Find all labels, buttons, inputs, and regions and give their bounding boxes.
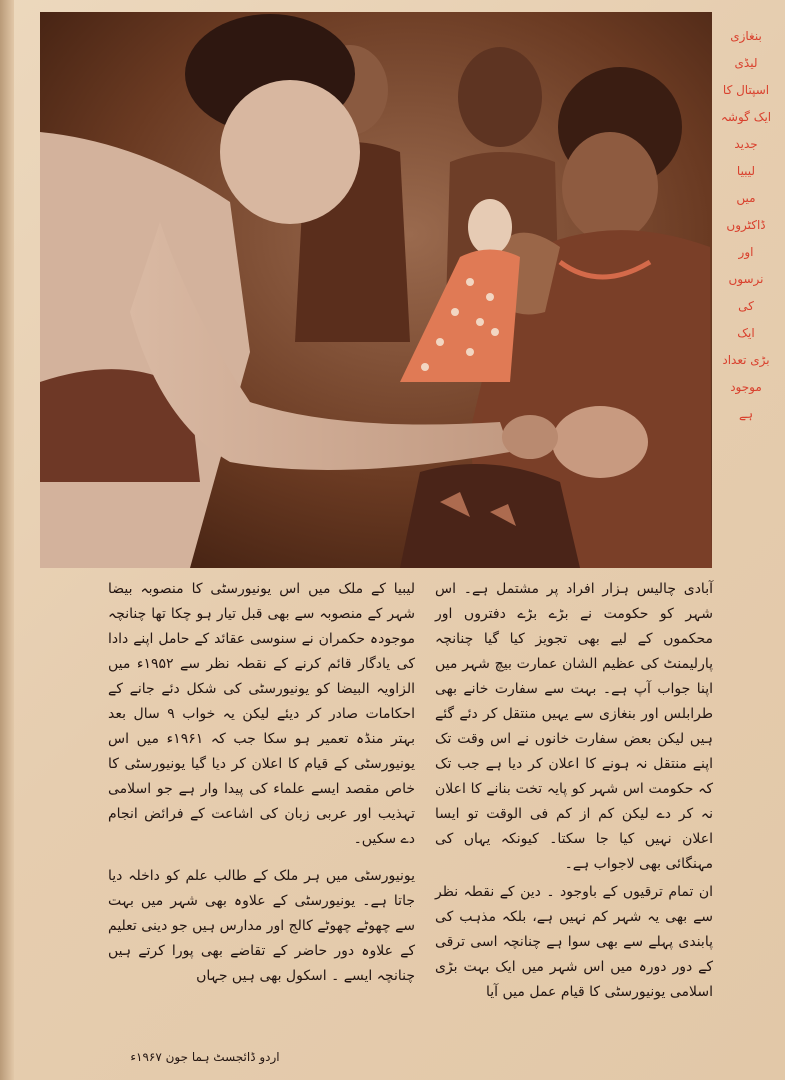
news-photo (40, 12, 712, 568)
article-column-left (108, 577, 415, 1057)
article-paragraph: ان تمام ترقیوں کے باوجود ۔ دین کے نقطہ نظر سے بھی یہ شہر کم نہیں ہے، بلکہ مذہب کی پابندی پہلے سے بھی سوا ہے چنانچہ اسی ترقی کے دور دورہ میں اس شہر میں ایک بہت بڑی اسلامی یونیورسٹی کا قیام عمل میں آیا (435, 884, 713, 1000)
page-footer: اردو ڈائجسٹ ہما جون ۱۹۶۷ء (130, 1050, 280, 1064)
caption-line: جدید (734, 137, 758, 151)
caption-line: لیڈی (734, 56, 758, 70)
caption-line: کی (738, 299, 754, 313)
article-paragraph: لیبیا کے ملک میں اس یونیورسٹی کا منصوبہ بیضا شہر کے منصوبہ سے بھی قبل تیار ہو چکا تھا چنانچہ موجودہ حکمران نے سنوسی عقائد کے حامل اپنے دادا کی یادگار قائم کرنے کے نقطہ نظر سے ۱۹۵۲ء میں الزاویہ البیضا کو یونیورسٹی کی شکل دئے جانے کے احکامات صادر کر دیئے لیکن یہ خواب ۹ سال بعد بہتر منڈہ تعمیر ہو سکا جب کہ ۱۹۶۱ء میں اس یونیورسٹی کے قیام کا اعلان کر دیا گیا یونیورسٹی کا خاص مقصد ایسے علماء کی پیدا وار ہے جو اسلامی تہذیب اور عربی زبان کی اشاعت کے فرائض انجام دے سکیں۔ (108, 581, 415, 847)
article-paragraph: آبادی چالیس ہزار افراد پر مشتمل ہے۔ اس شہر کو حکومت نے بڑے بڑے دفتروں اور محکموں کے لیے بھی تجویز کیا گیا چنانچہ پارلیمنٹ کی عظیم الشان عمارت بیچ شہر میں اپنا جواب آپ ہے۔ بہت سے سفارت خانے بھی طرابلس اور بنغازی سے یہیں منتقل کر دئے گئے ہیں لیکن بعض سفارت خانوں نے اس وقت تک اپنے منتقل نہ ہونے کا اعلان کر دیا ہے جب تک کہ حکومت اس شہر کو پایہ تخت بنانے کا اعلان نہ کر دے لیکن کم از کم فی الوقت تو ایسا اعلان نہیں کیا جا سکتا۔ کیونکہ یہاں کی مہنگائی بھی لاجواب ہے۔ (435, 581, 713, 872)
caption-line: لیبیا (736, 164, 756, 178)
caption-line: بنغازی (730, 29, 762, 43)
caption-line: اسپتال کا (722, 83, 770, 97)
caption-line: میں (736, 191, 756, 205)
caption-line: ڈاکٹروں (726, 218, 766, 232)
article-paragraph: یونیورسٹی میں ہر ملک کے طالب علم کو داخلہ دیا جاتا ہے۔ یونیورسٹی کے علاوہ بھی شہر میں بہت سے چھوٹے چھوٹے کالج اور مدارس ہیں جو دینی تعلیم کے علاوہ دور حاضر کے تقاضے بھی پورا کرتے ہیں چنانچہ ایسے ۔ اسکول بھی ہیں جہاں (108, 868, 415, 984)
caption-line: ایک (737, 326, 755, 340)
photo-caption (716, 30, 776, 570)
caption-line: ایک گوشہ (720, 110, 772, 124)
caption-line: بڑی تعداد (722, 353, 770, 367)
article-column-right (435, 577, 713, 1057)
page-binding-edge (0, 0, 14, 1080)
patterned-cloth (400, 464, 580, 568)
caption-line: موجود (730, 380, 762, 394)
caption-line: اور (738, 245, 754, 259)
caption-line: نرسوں (728, 272, 764, 286)
caption-line: ہے (738, 407, 754, 421)
